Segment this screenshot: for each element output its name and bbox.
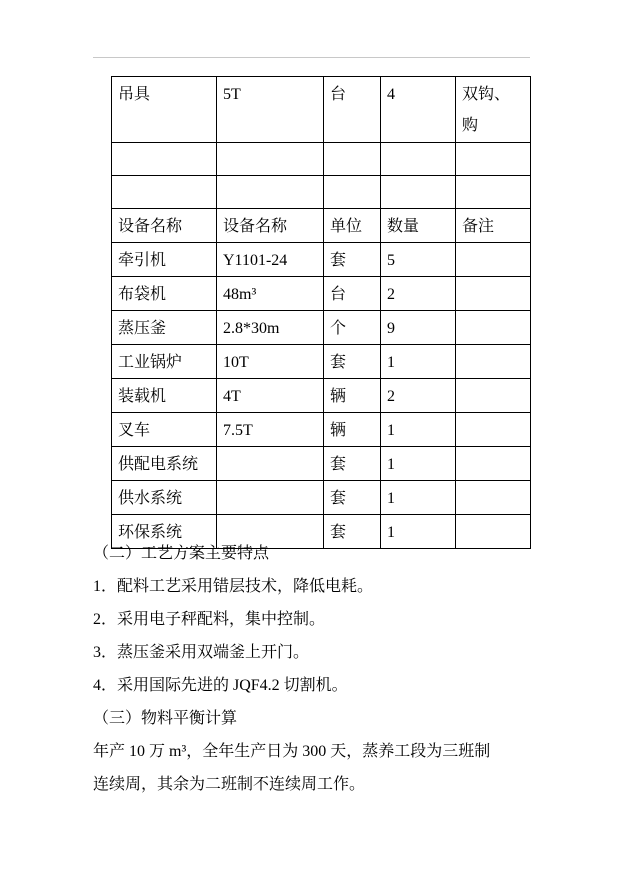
table-cell-unit: 套 <box>324 345 381 379</box>
table-cell-name: 吊具 <box>112 77 217 143</box>
table-row <box>112 243 531 277</box>
paragraph-line: 连续周，其余为二班制不连续周工作。 <box>93 776 366 793</box>
table-cell-remark <box>456 379 531 413</box>
table-cell-spec: 5T <box>217 77 324 143</box>
table-cell-remark <box>456 413 531 447</box>
table-cell-unit: 套 <box>324 243 381 277</box>
table-cell-remark: 备注 <box>456 209 531 243</box>
section-heading: （三）物料平衡计算 <box>93 710 238 727</box>
table-cell-unit: 个 <box>324 311 381 345</box>
table-cell-name: 装载机 <box>112 379 217 413</box>
table-cell-remark <box>456 447 531 481</box>
table-cell-spec: 10T <box>217 345 324 379</box>
equipment-table <box>111 76 531 549</box>
table-cell-remark <box>456 277 531 311</box>
table-cell-unit: 套 <box>324 481 381 515</box>
table-cell-unit: 套 <box>324 447 381 481</box>
table-cell-quantity: 4 <box>381 77 456 143</box>
list-item: 1．配料工艺采用错层技术，降低电耗。 <box>93 578 374 595</box>
section-heading: （二）工艺方案主要特点 <box>93 545 270 562</box>
table-cell-remark <box>456 311 531 345</box>
table-cell-name: 牵引机 <box>112 243 217 277</box>
table-cell-name: 环保系统 <box>112 515 217 549</box>
table-cell-spec: 4T <box>217 379 324 413</box>
table-row <box>112 143 531 176</box>
table-row <box>112 345 531 379</box>
table-cell-spec <box>217 176 324 209</box>
list-item: 2．采用电子秤配料，集中控制。 <box>93 611 326 628</box>
table-cell-unit <box>324 176 381 209</box>
body-text <box>93 537 543 801</box>
table-row <box>112 176 531 209</box>
table-cell-quantity <box>381 176 456 209</box>
table-row <box>112 277 531 311</box>
table-cell-name: 供配电系统 <box>112 447 217 481</box>
table-cell-remark <box>456 481 531 515</box>
table-cell-quantity: 1 <box>381 515 456 549</box>
table-row <box>112 481 531 515</box>
table-cell-quantity: 1 <box>381 481 456 515</box>
table-cell-remark <box>456 345 531 379</box>
table-cell-remark <box>456 243 531 277</box>
table-cell-unit <box>324 143 381 176</box>
table-cell-quantity: 1 <box>381 345 456 379</box>
table-row <box>112 311 531 345</box>
table-cell-quantity <box>381 143 456 176</box>
table-cell-quantity: 数量 <box>381 209 456 243</box>
table-row <box>112 413 531 447</box>
table-cell-name <box>112 176 217 209</box>
table-cell-name: 叉车 <box>112 413 217 447</box>
table-cell-unit: 辆 <box>324 379 381 413</box>
table-cell-spec <box>217 143 324 176</box>
remark-text: 双钩、购 <box>462 86 511 134</box>
table-cell-spec: 设备名称 <box>217 209 324 243</box>
table-cell-remark <box>456 143 531 176</box>
table-cell-spec: 48m³ <box>217 277 324 311</box>
table-cell-name: 工业锅炉 <box>112 345 217 379</box>
table-cell-name: 设备名称 <box>112 209 217 243</box>
table-cell-remark <box>456 176 531 209</box>
paragraph-line: 年产 10 万 m³，全年生产日为 300 天，蒸养工段为三班制 <box>93 743 491 760</box>
table-cell-name: 布袋机 <box>112 277 217 311</box>
table-cell-unit: 台 <box>324 77 381 143</box>
table-cell-name <box>112 143 217 176</box>
table-cell-spec: Y1101-24 <box>217 243 324 277</box>
table-cell-remark <box>456 77 531 143</box>
column-label-row <box>112 209 531 243</box>
page-header-rule <box>93 57 530 58</box>
table-cell-unit: 辆 <box>324 413 381 447</box>
table-cell-quantity: 1 <box>381 447 456 481</box>
table-row <box>112 77 531 143</box>
table-cell-quantity: 5 <box>381 243 456 277</box>
table-cell-name: 蒸压釜 <box>112 311 217 345</box>
table-cell-quantity: 2 <box>381 277 456 311</box>
table-cell-unit: 单位 <box>324 209 381 243</box>
list-item: 4．采用国际先进的 JQF4.2 切割机。 <box>93 677 348 694</box>
table-cell-spec: 2.8*30m <box>217 311 324 345</box>
table-cell-quantity: 2 <box>381 379 456 413</box>
table-cell-quantity: 1 <box>381 413 456 447</box>
table-cell-name: 供水系统 <box>112 481 217 515</box>
table-cell-unit: 台 <box>324 277 381 311</box>
table-row <box>112 447 531 481</box>
table-row <box>112 379 531 413</box>
list-item: 3．蒸压釜采用双端釜上开门。 <box>93 644 310 661</box>
table-cell-unit: 套 <box>324 515 381 549</box>
table-cell-spec: 7.5T <box>217 413 324 447</box>
table-cell-spec <box>217 447 324 481</box>
table-cell-quantity: 9 <box>381 311 456 345</box>
table-cell-spec <box>217 481 324 515</box>
